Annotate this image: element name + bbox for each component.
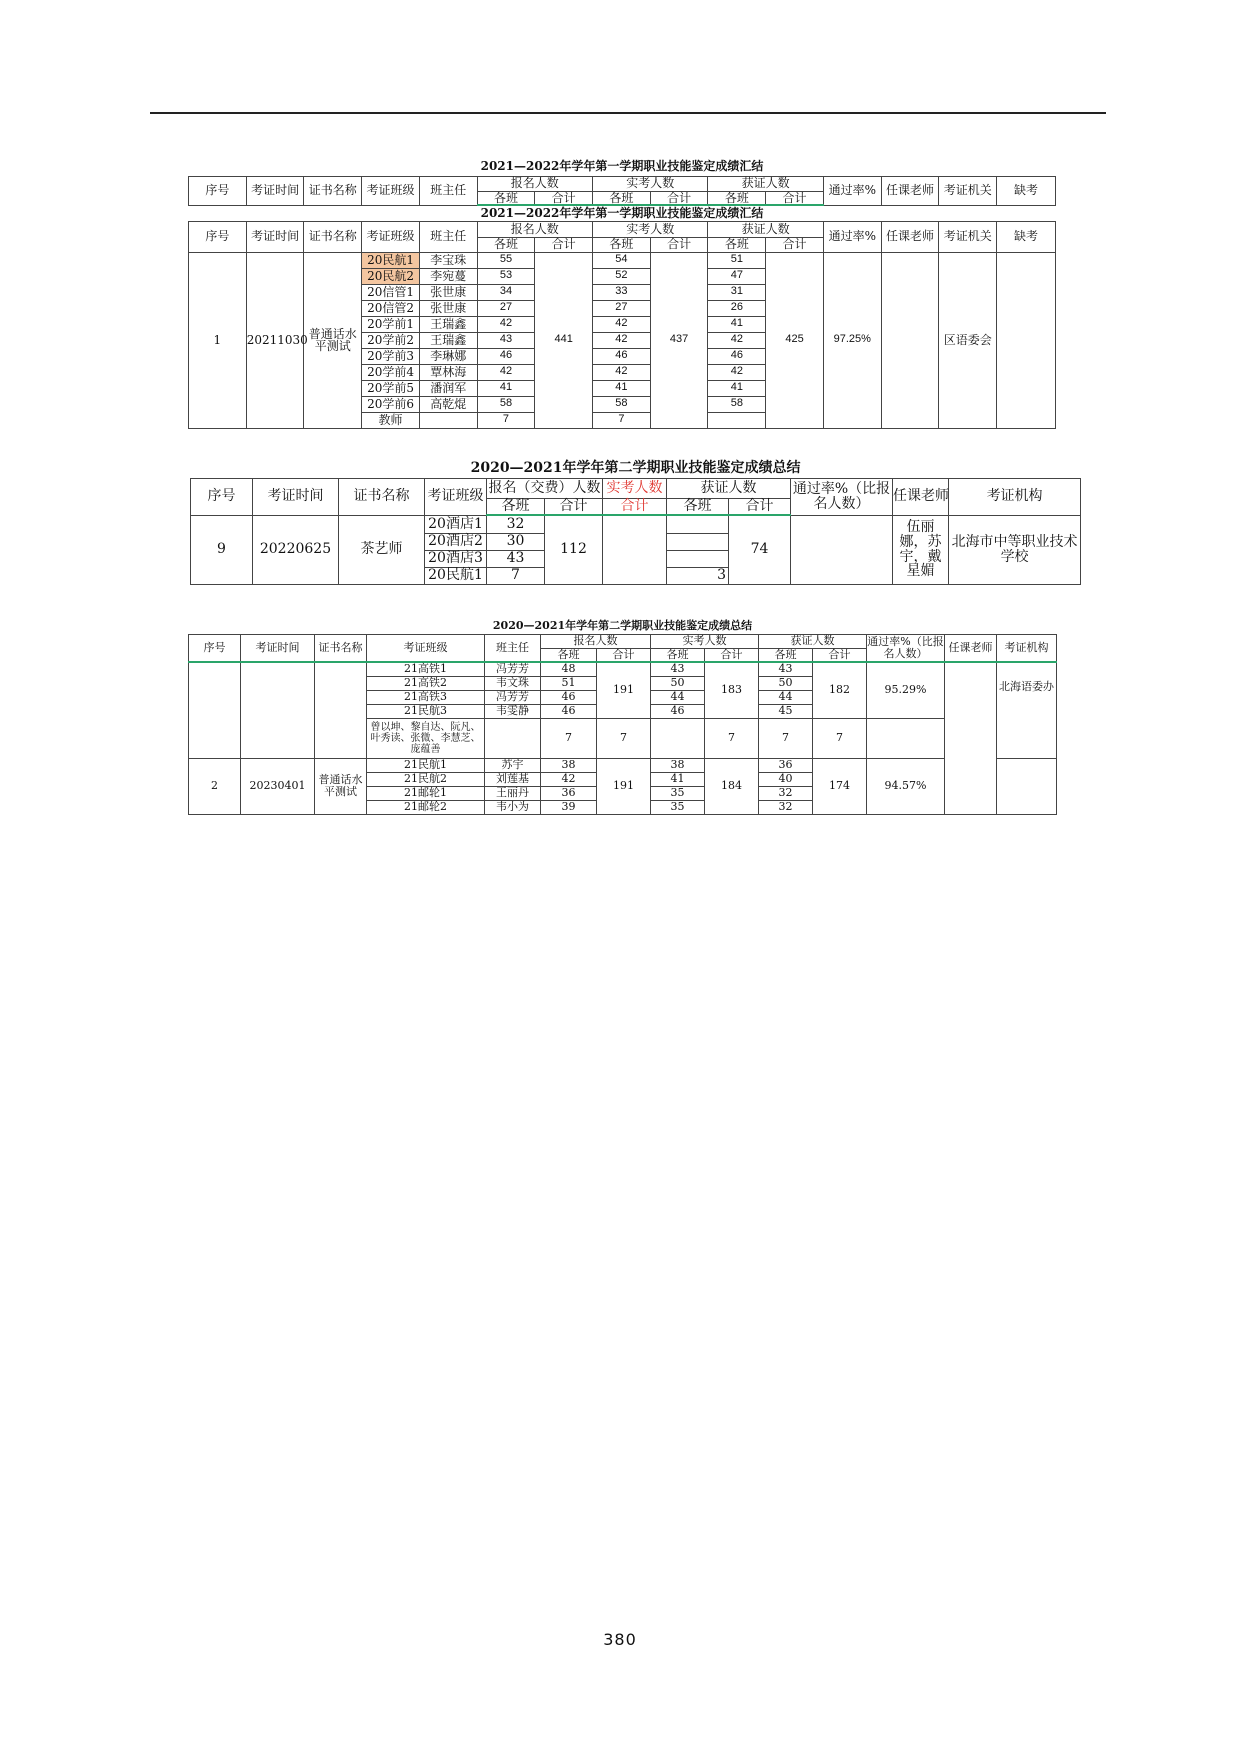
teacher-cell: 李琳娜 bbox=[419, 348, 477, 364]
got-cell: 32 bbox=[759, 786, 813, 800]
got-cell: 40 bbox=[759, 772, 813, 786]
class-cell: 21邮轮2 bbox=[367, 800, 485, 814]
act-total: 437 bbox=[650, 252, 708, 428]
reg-cell: 48 bbox=[541, 662, 597, 676]
absent bbox=[997, 252, 1056, 428]
pass-rate: 97.25% bbox=[823, 252, 881, 428]
class-cell: 20酒店3 bbox=[425, 550, 487, 567]
header-total: 合计 bbox=[603, 498, 667, 515]
teacher-cell: 张世康 bbox=[419, 300, 477, 316]
class-cell: 21高铁1 bbox=[367, 662, 485, 676]
class-cell: 21高铁3 bbox=[367, 690, 485, 704]
act-cell: 46 bbox=[593, 348, 651, 364]
reg-cell: 42 bbox=[477, 364, 535, 380]
row-time: 20230401 bbox=[241, 758, 315, 814]
class-cell: 20民航2 bbox=[362, 268, 420, 284]
header-rate: 通过率% bbox=[823, 221, 881, 252]
header-rate: 通过率%（比报名人数） bbox=[791, 478, 893, 515]
row-seq: 2 bbox=[189, 758, 241, 814]
reg-cell: 7 bbox=[477, 412, 535, 428]
header-each: 各班 bbox=[477, 237, 535, 252]
header-inst: 任课老师 bbox=[881, 221, 939, 252]
header-seq: 序号 bbox=[189, 634, 241, 662]
header-got: 获证人数 bbox=[759, 634, 867, 648]
got-cell: 7 bbox=[759, 718, 813, 758]
header-time: 考证时间 bbox=[253, 478, 339, 515]
exam-org: 北海市中等职业技术学校 bbox=[949, 515, 1081, 584]
instructor: 伍丽娜，苏宇，戴星媚 bbox=[893, 515, 949, 584]
teacher-cell: 苏宇 bbox=[485, 758, 541, 772]
reg-total: 112 bbox=[545, 515, 603, 584]
header-each: 各班 bbox=[708, 191, 766, 205]
table-2020-2021-second-term-tea bbox=[190, 460, 1078, 593]
class-cell: 20学前2 bbox=[362, 332, 420, 348]
act-cell: 41 bbox=[651, 772, 705, 786]
header-total: 合计 bbox=[650, 237, 708, 252]
header-class: 考证班级 bbox=[425, 478, 487, 515]
reg-cell: 46 bbox=[477, 348, 535, 364]
got-cell bbox=[667, 533, 729, 550]
header-time: 考证时间 bbox=[241, 634, 315, 662]
teacher-cell bbox=[485, 718, 541, 758]
act-cell: 54 bbox=[593, 252, 651, 268]
class-cell: 20学前4 bbox=[362, 364, 420, 380]
header-act: 实考人数 bbox=[593, 221, 708, 237]
teacher-cell: 王丽丹 bbox=[485, 786, 541, 800]
row-time: 20220625 bbox=[253, 515, 339, 584]
header-inst: 任课老师 bbox=[945, 634, 997, 662]
reg-cell: 42 bbox=[477, 316, 535, 332]
got-cell: 42 bbox=[708, 364, 766, 380]
table-2020-2021-second-term-putonghua bbox=[188, 618, 1056, 834]
class-cell: 20学前6 bbox=[362, 396, 420, 412]
header-absent: 缺考 bbox=[997, 221, 1056, 252]
reg-cell: 46 bbox=[541, 690, 597, 704]
reg-cell: 7 bbox=[487, 567, 545, 584]
teacher-cell: 韦小为 bbox=[485, 800, 541, 814]
header-each: 各班 bbox=[541, 648, 597, 662]
teacher-cell: 张世康 bbox=[419, 284, 477, 300]
header-total: 合计 bbox=[535, 191, 593, 205]
header-class: 考证班级 bbox=[362, 221, 420, 252]
header-absent: 缺考 bbox=[997, 176, 1056, 205]
reg-cell: 34 bbox=[477, 284, 535, 300]
header-got: 获证人数 bbox=[708, 221, 823, 237]
class-cell: 20酒店1 bbox=[425, 515, 487, 533]
got-cell: 47 bbox=[708, 268, 766, 284]
header-inst: 任课老师 bbox=[881, 176, 939, 205]
reg-cell: 27 bbox=[477, 300, 535, 316]
act-cell: 35 bbox=[651, 800, 705, 814]
header-got: 获证人数 bbox=[708, 176, 823, 191]
header-org: 考证机关 bbox=[939, 176, 997, 205]
exam-org: 区语委会 bbox=[939, 252, 997, 428]
pass-rate: 95.29% bbox=[867, 662, 945, 718]
act-total: 183 bbox=[705, 662, 759, 718]
header-each: 各班 bbox=[759, 648, 813, 662]
header-total: 合计 bbox=[597, 648, 651, 662]
teacher-cell: 冯芳芳 bbox=[485, 690, 541, 704]
got-total: 174 bbox=[813, 758, 867, 814]
table-title: 2021—2022年学年第一学期职业技能鉴定成绩汇结 bbox=[480, 159, 764, 174]
reg-cell: 32 bbox=[487, 515, 545, 533]
got-cell bbox=[667, 550, 729, 567]
class-cell: 教师 bbox=[362, 412, 420, 428]
header-cert: 证书名称 bbox=[315, 634, 367, 662]
instructor bbox=[945, 662, 997, 814]
class-cell: 20信管2 bbox=[362, 300, 420, 316]
header-act: 实考人数 bbox=[593, 176, 708, 191]
reg-total: 191 bbox=[597, 758, 651, 814]
header-rule bbox=[150, 112, 1106, 114]
table-title: 2021—2022年学年第一学期职业技能鉴定成绩汇结 bbox=[480, 206, 764, 221]
skills-table-2 bbox=[190, 460, 1081, 585]
exam-org: 北海语委办 bbox=[997, 662, 1057, 758]
teachers-group-cell: 曾以坤、黎自达、阮凡、叶秀读、张微、李慧芝、庞蕴善 bbox=[367, 718, 485, 758]
teacher-cell: 王瑞鑫 bbox=[419, 332, 477, 348]
header-inst: 任课老师 bbox=[893, 478, 949, 515]
table-title: 2020—2021年学年第二学期职业技能鉴定成绩总结 bbox=[492, 618, 753, 632]
act-cell: 35 bbox=[651, 786, 705, 800]
header-class: 考证班级 bbox=[367, 634, 485, 662]
reg-cell: 30 bbox=[487, 533, 545, 550]
act-cell: 41 bbox=[593, 380, 651, 396]
header-rate: 通过率% bbox=[823, 176, 881, 205]
reg-cell: 39 bbox=[541, 800, 597, 814]
header-total: 合计 bbox=[813, 648, 867, 662]
act-cell bbox=[651, 718, 705, 758]
reg-total: 441 bbox=[535, 252, 593, 428]
reg-cell: 55 bbox=[477, 252, 535, 268]
table-2021-2022-first-term bbox=[188, 158, 1056, 436]
pass-rate bbox=[867, 718, 945, 758]
teacher-cell: 潘润军 bbox=[419, 380, 477, 396]
got-total: 425 bbox=[766, 252, 824, 428]
header-each: 各班 bbox=[593, 191, 651, 205]
class-cell: 20酒店2 bbox=[425, 533, 487, 550]
header-total: 合计 bbox=[545, 498, 603, 515]
class-cell: 21邮轮1 bbox=[367, 786, 485, 800]
header-teacher: 班主任 bbox=[419, 221, 477, 252]
skills-table-1 bbox=[188, 158, 1056, 429]
header-seq: 序号 bbox=[189, 221, 247, 252]
teacher-cell: 王瑞鑫 bbox=[419, 316, 477, 332]
reg-cell: 46 bbox=[541, 704, 597, 718]
class-cell: 20学前1 bbox=[362, 316, 420, 332]
row-cert: 普通话水平测试 bbox=[304, 252, 362, 428]
header-each: 各班 bbox=[477, 191, 535, 205]
header-org: 考证机关 bbox=[939, 221, 997, 252]
class-cell: 20信管1 bbox=[362, 284, 420, 300]
header-cert: 证书名称 bbox=[304, 221, 362, 252]
got-cell: 46 bbox=[708, 348, 766, 364]
header-act: 实考人数 bbox=[603, 478, 667, 498]
header-reg: 报名人数 bbox=[541, 634, 651, 648]
reg-cell: 43 bbox=[487, 550, 545, 567]
row-cert: 茶艺师 bbox=[339, 515, 425, 584]
got-cell: 50 bbox=[759, 676, 813, 690]
act-cell: 38 bbox=[651, 758, 705, 772]
page-number: 380 bbox=[603, 1630, 637, 1649]
reg-cell: 43 bbox=[477, 332, 535, 348]
got-cell: 58 bbox=[708, 396, 766, 412]
class-cell: 20学前3 bbox=[362, 348, 420, 364]
teacher-cell: 韦文珠 bbox=[485, 676, 541, 690]
skills-table-3 bbox=[188, 618, 1057, 815]
instructor bbox=[881, 252, 939, 428]
header-reg: 报名人数 bbox=[477, 221, 592, 237]
header-each: 各班 bbox=[487, 498, 545, 515]
act-cell: 52 bbox=[593, 268, 651, 284]
header-reg: 报名人数 bbox=[477, 176, 592, 191]
reg-cell: 53 bbox=[477, 268, 535, 284]
row-time bbox=[241, 662, 315, 758]
row-cert bbox=[315, 662, 367, 758]
header-each: 各班 bbox=[667, 498, 729, 515]
teacher-cell: 冯芳芳 bbox=[485, 662, 541, 676]
act-cell: 43 bbox=[651, 662, 705, 676]
got-cell: 31 bbox=[708, 284, 766, 300]
exam-org bbox=[997, 758, 1057, 814]
got-cell: 41 bbox=[708, 316, 766, 332]
act-cell: 42 bbox=[593, 364, 651, 380]
reg-cell: 42 bbox=[541, 772, 597, 786]
teacher-cell: 韦雯静 bbox=[485, 704, 541, 718]
act-cell: 44 bbox=[651, 690, 705, 704]
class-cell: 21民航3 bbox=[367, 704, 485, 718]
header-got: 获证人数 bbox=[667, 478, 791, 498]
act-total bbox=[603, 515, 667, 584]
row-cert: 普通话水平测试 bbox=[315, 758, 367, 814]
reg-cell: 51 bbox=[541, 676, 597, 690]
teacher-cell: 李宝珠 bbox=[419, 252, 477, 268]
got-cell bbox=[708, 412, 766, 428]
header-total: 合计 bbox=[535, 237, 593, 252]
reg-total: 7 bbox=[597, 718, 651, 758]
got-total: 182 bbox=[813, 662, 867, 718]
class-cell: 21民航2 bbox=[367, 772, 485, 786]
reg-cell: 58 bbox=[477, 396, 535, 412]
got-total: 74 bbox=[729, 515, 791, 584]
header-teacher: 班主任 bbox=[485, 634, 541, 662]
class-cell: 20学前5 bbox=[362, 380, 420, 396]
reg-cell: 36 bbox=[541, 786, 597, 800]
got-cell: 43 bbox=[759, 662, 813, 676]
header-rate: 通过率%（比报名人数） bbox=[867, 634, 945, 662]
got-cell bbox=[667, 515, 729, 533]
header-cert: 证书名称 bbox=[339, 478, 425, 515]
header-each: 各班 bbox=[593, 237, 651, 252]
class-cell: 21民航1 bbox=[367, 758, 485, 772]
got-total: 7 bbox=[813, 718, 867, 758]
class-cell: 21高铁2 bbox=[367, 676, 485, 690]
teacher-cell: 覃林海 bbox=[419, 364, 477, 380]
got-cell: 41 bbox=[708, 380, 766, 396]
act-cell: 42 bbox=[593, 316, 651, 332]
reg-cell: 38 bbox=[541, 758, 597, 772]
act-total: 184 bbox=[705, 758, 759, 814]
row-time: 20211030 bbox=[246, 252, 304, 428]
act-total: 7 bbox=[705, 718, 759, 758]
got-cell: 51 bbox=[708, 252, 766, 268]
header-act: 实考人数 bbox=[651, 634, 759, 648]
class-cell: 20民航1 bbox=[362, 252, 420, 268]
row-seq: 1 bbox=[189, 252, 247, 428]
header-total: 合计 bbox=[766, 237, 824, 252]
act-cell: 46 bbox=[651, 704, 705, 718]
header-class: 考证班级 bbox=[362, 176, 420, 205]
act-cell: 42 bbox=[593, 332, 651, 348]
reg-total: 191 bbox=[597, 662, 651, 718]
header-seq: 序号 bbox=[189, 176, 247, 205]
act-cell: 7 bbox=[593, 412, 651, 428]
reg-cell: 41 bbox=[477, 380, 535, 396]
got-cell: 44 bbox=[759, 690, 813, 704]
header-total: 合计 bbox=[705, 648, 759, 662]
reg-cell: 7 bbox=[541, 718, 597, 758]
header-time: 考证时间 bbox=[246, 176, 304, 205]
class-cell: 20民航1 bbox=[425, 567, 487, 584]
row-seq bbox=[189, 662, 241, 758]
header-total: 合计 bbox=[766, 191, 824, 205]
got-cell: 36 bbox=[759, 758, 813, 772]
got-cell: 3 bbox=[667, 567, 729, 584]
act-cell: 58 bbox=[593, 396, 651, 412]
header-seq: 序号 bbox=[191, 478, 253, 515]
header-each: 各班 bbox=[651, 648, 705, 662]
act-cell: 27 bbox=[593, 300, 651, 316]
header-total: 合计 bbox=[729, 498, 791, 515]
header-teacher: 班主任 bbox=[419, 176, 477, 205]
got-cell: 42 bbox=[708, 332, 766, 348]
got-cell: 26 bbox=[708, 300, 766, 316]
teacher-cell bbox=[419, 412, 477, 428]
header-reg: 报名（交费）人数 bbox=[487, 478, 603, 498]
header-org: 考证机构 bbox=[997, 634, 1057, 662]
got-cell: 32 bbox=[759, 800, 813, 814]
teacher-cell: 李宛蔓 bbox=[419, 268, 477, 284]
header-org: 考证机构 bbox=[949, 478, 1081, 515]
header-each: 各班 bbox=[708, 237, 766, 252]
row-seq: 9 bbox=[191, 515, 253, 584]
table-title: 2020—2021年学年第二学期职业技能鉴定成绩总结 bbox=[470, 460, 801, 477]
act-cell: 33 bbox=[593, 284, 651, 300]
header-cert: 证书名称 bbox=[304, 176, 362, 205]
pass-rate: 94.57% bbox=[867, 758, 945, 814]
teacher-cell: 刘莲基 bbox=[485, 772, 541, 786]
teacher-cell: 高乾焜 bbox=[419, 396, 477, 412]
got-cell: 45 bbox=[759, 704, 813, 718]
pass-rate bbox=[791, 515, 893, 584]
header-total: 合计 bbox=[650, 191, 708, 205]
act-cell: 50 bbox=[651, 676, 705, 690]
header-time: 考证时间 bbox=[246, 221, 304, 252]
